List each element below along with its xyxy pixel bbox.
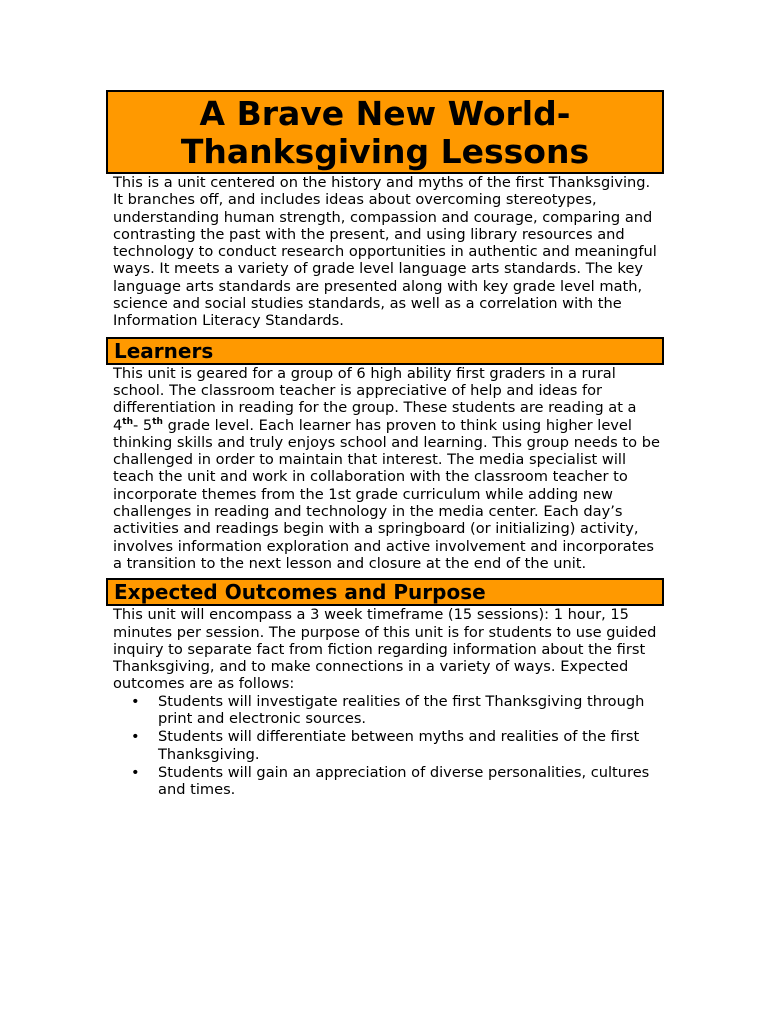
document [106,90,664,800]
title-box [106,90,664,174]
title-line-2: Thanksgiving Lessons [180,132,590,171]
superscript-th-1: th [122,416,134,427]
list-item: • Students will gain an appreciation of diverse personalities, cultures and times. [131,763,650,799]
list-item: • Students will investigate realities of the first Thanksgiving through print and electronic sources. [131,692,645,728]
outcomes-paragraph: This unit will encompass a 3 week timeframe (15 sessions): 1 hour, 15 minutes per session. The purpose of this unit is for students to use guided inquiry to separate fact from fiction regarding information about the first Thanksgiving, and to make connections in a variety of ways. Expected outcomes are as follows: [113,606,657,693]
learners-text-before: This unit is geared for a group of 6 high ability first graders in a rural school. The classroom teacher is appreciative of help and ideas for differentiation in reading for the group. These students are reading at a 4 [113,364,637,434]
outcomes-heading: Expected Outcomes and Purpose [106,578,664,606]
superscript-th-2: th [152,416,163,427]
learners-text-mid: - 5 [133,416,153,434]
title-line-1: A Brave New World- [199,94,571,133]
intro-paragraph: This is a unit centered on the history and myths of the first Thanksgiving. It branches off, and includes ideas about overcoming stereotypes, understanding human strength, compassion and courage, comparing and contrasting the past with the present, and using library resources and technology to conduct research opportunities in authentic and meaningful ways. It meets a variety of grade level language arts standards. The key language arts standards are presented along with key grade level math, science and social studies standards, as well as a correlation with the Information Literacy Standards. [113,174,657,330]
bullet-icon: • [131,728,140,746]
list-item: • Students will differentiate between myths and realities of the first Thanksgiving. [131,728,640,763]
outcomes-list [106,693,664,799]
bullet-icon: • [131,692,140,710]
bullet-icon: • [131,763,140,781]
learners-text-after: grade level. Each learner has proven to think using higher level thinking skills and truly enjoys school and learning. This group needs to be challenged in order to maintain that interest. The media specialist will teach the unit and work in collaboration with the classroom teacher to incorporate themes from the 1st grade curriculum while adding new challenges in reading and technology in the media center. Each day’s activities and readings begin with a springboard (or initializing) activity, involves information exploration and active involvement and incorporates a transition to the next lesson and closure at the end of the unit. [113,416,660,572]
learners-heading: Learners [106,337,664,365]
learners-paragraph [106,365,664,573]
